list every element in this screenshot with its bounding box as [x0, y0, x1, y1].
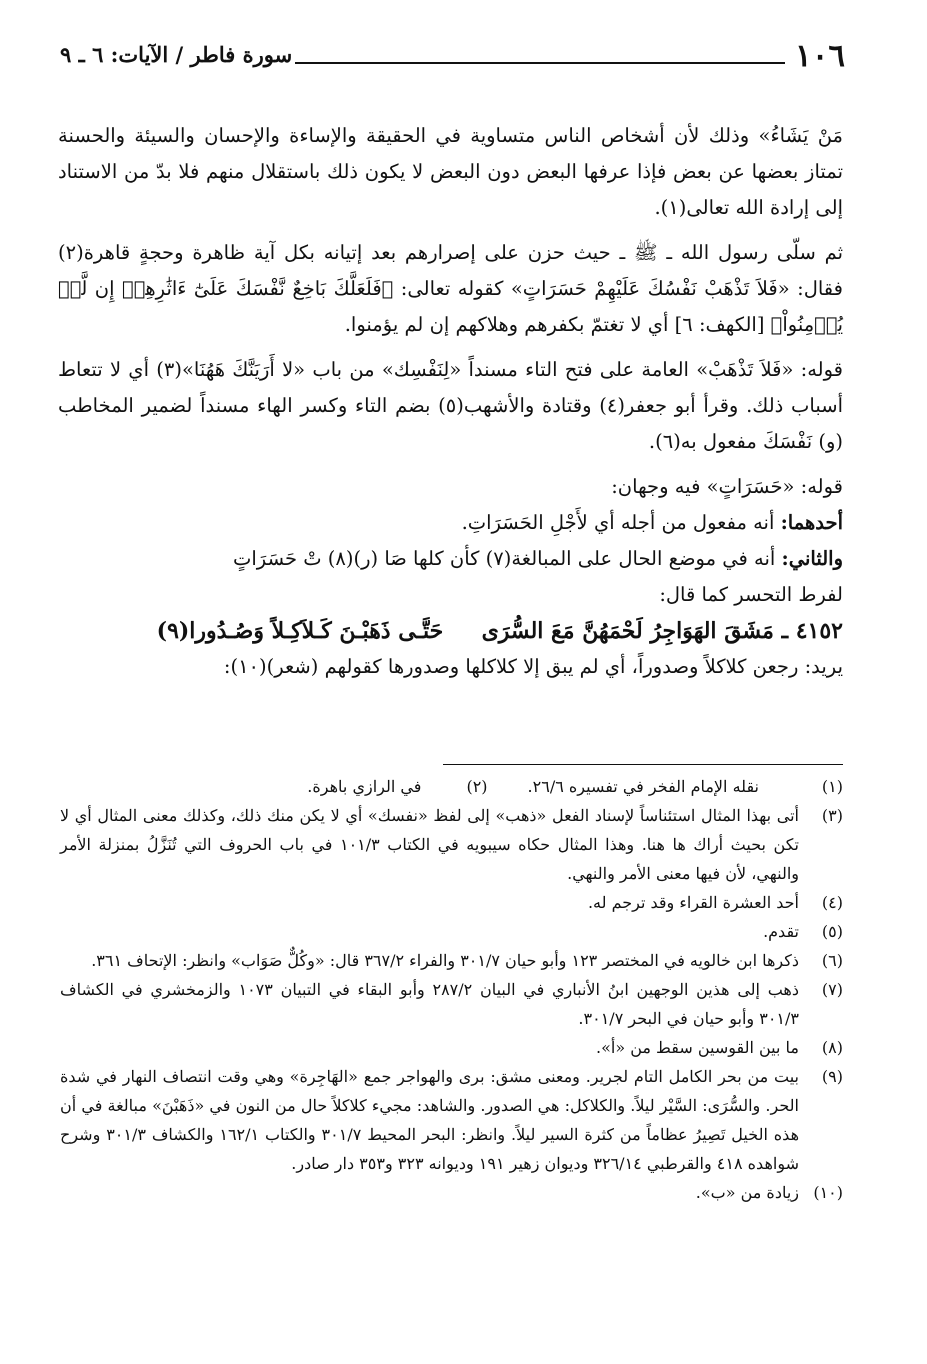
footnote-number: (٣) — [821, 806, 843, 825]
footnote-number: (٥) — [821, 922, 843, 941]
footnote-line: ١٩١ وديوانه ٣٢٣ و٣٥٣ دار صادر. — [291, 1154, 505, 1173]
footnotes — [60, 772, 843, 1207]
footnote-5 — [60, 917, 843, 946]
first-aspect-label: أحدهما: — [780, 511, 843, 534]
text-line: وكسر الهاء مسنداً لضمير المخاطب (و) نَفْسَكَ مفعول به(٦). — [58, 394, 843, 453]
footnote-number: (١٠) — [813, 1183, 843, 1202]
footnote-line: ٣٠١/٧ والكتاب ١٦٢/١ والكشاف ٣٠١/٣ وشرح شواهده ٤١٨ والقرطبي ٣٢٦/١٤ وديوان زهير — [60, 1125, 799, 1173]
footnote-text: نقله الإمام الفخر في تفسيره ٢٦/٦. — [527, 777, 759, 796]
verse-number: ٤١٥٢ ـ — [781, 618, 843, 644]
footnote-line: ذهب إلى هذين الوجهين ابنُ الأنباري في البيان ٢٨٧/٢ وأبو البقاء في التبيان ١٠٧٣ والزمخشري في — [121, 980, 799, 999]
footnote-line: التي تُنَزَّلُ بمنزلة الأمر والنهي، لأن فيها معنى الأمر والنهي. — [60, 835, 799, 883]
paragraph-4: قوله: «حَسَرَاتٍ» فيه وجهان: — [611, 475, 843, 498]
first-aspect-text: أنه مفعول من أجله أي لأَجْلِ الحَسَرَاتِ. — [461, 511, 775, 534]
footnote-line: زيادة من «ب». — [695, 1183, 799, 1202]
paragraph-5: لفرط التحسر كما قال: — [659, 583, 843, 606]
footnote-number: (٧) — [821, 980, 843, 999]
text-line: منهم فلا بدّ من الاستناد إلى إرادة الله تعالى(١). — [58, 160, 843, 219]
footnote-number: (٤) — [821, 893, 843, 912]
footnote-line: تقدم. — [763, 922, 799, 941]
footnote-line: من النون في «ذَهَبْنَ» مبالغة في أن هذه الخيل تَصِيرُ عظاماً من كثرة السير ليلاً. وانظر: البحر المحيط — [60, 1096, 800, 1144]
second-aspect-label: والثاني: — [781, 547, 843, 570]
text-line: هَهُنَا»(٣) أي لا تتعاط أسباب ذلك. وقرأ أبو جعفر(٤) وقتادة والأشهب(٥) بضم التاء — [58, 358, 843, 417]
footnote-number: (٨) — [821, 1038, 843, 1057]
footnote-1-2 — [60, 772, 843, 801]
footnote-line: بيت من بحر الكامل التام لجرير. ومعنى مشق: برى والهواجر جمع «الهَاجِرة» وهي وقت انتصاف — [162, 1067, 800, 1086]
paragraph-6 — [58, 649, 843, 685]
text-line: والحسنة تمتاز بعضها عن بعض فإذا عرفها البعض دون البعض لا يكون ذلك باستقلال — [58, 124, 843, 183]
footnote-8 — [60, 1033, 843, 1062]
footnote-line: ذكرها ابن خالويه في المختصر ١٢٣ وأبو حيان ٣٠١/٧ والفراء ٣٦٧/٢ قال: «وكُلٌّ صَوَاب» وانظر: — [182, 951, 799, 970]
page-number: ١٠٦ — [795, 38, 845, 74]
main-text — [58, 118, 843, 685]
footnote-line: الكشاف ٣٠١/٣ وأبو حيان في البحر ٣٠١/٧. — [60, 980, 799, 1028]
text-line: مَنْ يَشَاءُ» وذلك لأن أشخاص الناس متساوية في الحقيقة والإساءة والإحسان والسيئة — [134, 124, 843, 147]
footnote-line: ما بين القوسين سقط من «أ». — [596, 1038, 799, 1057]
footnote-text: في الرازي باهرة. — [307, 777, 422, 796]
first-aspect — [58, 505, 843, 541]
footnote-line: النهار في شدة الحر. والسُّرَى: السَّيْر ليلاً. والكلاكل: هي الصدور. والشاهد: مجيء كلاكلاً حال — [60, 1067, 799, 1115]
paragraph-1 — [58, 118, 843, 226]
paragraph-2 — [58, 235, 843, 343]
footnote-line: أحد العشرة القراء وقد ترجم له. — [587, 893, 799, 912]
text-line: (شعر)(١٠): — [223, 655, 319, 678]
footnote-3 — [60, 801, 843, 888]
footnote-line: المثال أي لا تكن بحيث أراك ها هنا. وهذا المثال حكاه سيبويه في الكتاب ١٠١/٣ في باب الحروف — [60, 806, 800, 854]
footnote-number: (٦) — [821, 951, 843, 970]
footnote-7 — [60, 975, 843, 1033]
running-title: سورة فاطر / الآيات: ٦ ـ ٩ — [60, 42, 293, 67]
verse-first-hemistich: مَشَقَ الهَوَاجِرُ لَحْمَهُنَّ مَعَ السُّرَى — [481, 618, 774, 644]
second-aspect-text: أنه في موضع الحال على المبالغة(٧) كأن كلها صَا (ر)(٨) تْ حَسَرَاتٍ — [233, 547, 776, 570]
text-line: قوله: «فَلاَ تَذْهَبْ» العامة على فتح التاء مسنداً «لِنَفْسِك» من باب «لا أَرَيَنَّكَ — [232, 358, 843, 381]
footnote-number: (٩) — [821, 1067, 843, 1086]
footnote-10 — [60, 1178, 843, 1207]
text-line: وحجةٍ قاهرة(٢) فقال: «فَلاَ تَذْهَبْ نَفْسُكَ عَلَيْهِمْ حَسَرَاتٍ» كقوله تعالى: ﴿فَلَعَلَّكَ بَاخِعٌ — [58, 241, 843, 300]
footnote-number: (٢) — [466, 777, 488, 796]
text-line: نَّفْسَكَ عَلَىٰٓ ءَاثَٰرِهِمۡ إِن لَّمۡ يُؤۡمِنُواْ﴾ [الكهف: ٦] أي لا تغتمّ بكفرهم وهلاكهم إن لم يؤمنوا. — [58, 277, 843, 336]
footnote-number: (١) — [821, 777, 843, 796]
header-rule — [295, 62, 785, 64]
poetry-verse — [58, 613, 843, 649]
second-aspect — [58, 541, 843, 577]
footnote-line: أتى بهذا المثال استئناساً لإسناد الفعل «ذهب» إلى لفظ «نفسك» أي لا يكن منك ذلك، وكذلك معنى — [142, 806, 799, 825]
text-line: ثم سلّى رسول الله ـ ﷺ ـ حيث حزن على إصرارهم بعد إتيانه بكل آية ظاهرة — [192, 241, 843, 264]
footnote-separator — [443, 764, 843, 765]
footnote-9 — [60, 1062, 843, 1178]
paragraph-3 — [58, 352, 843, 460]
footnote-line: الإتحاف ٣٦١. — [91, 951, 177, 970]
verse-second-hemistich: حَتَّـى ذَهَبْـنَ كَـلاَكِـلاً وَصُـدُورا(٩) — [156, 618, 444, 644]
footnote-6 — [60, 946, 843, 975]
text-line: يريد: رجعن كلاكلاً وصدوراً، أي لم يبق إلا كلاكلها وصدورها كقولهم — [324, 655, 843, 678]
page-header — [60, 38, 845, 78]
footnote-4 — [60, 888, 843, 917]
